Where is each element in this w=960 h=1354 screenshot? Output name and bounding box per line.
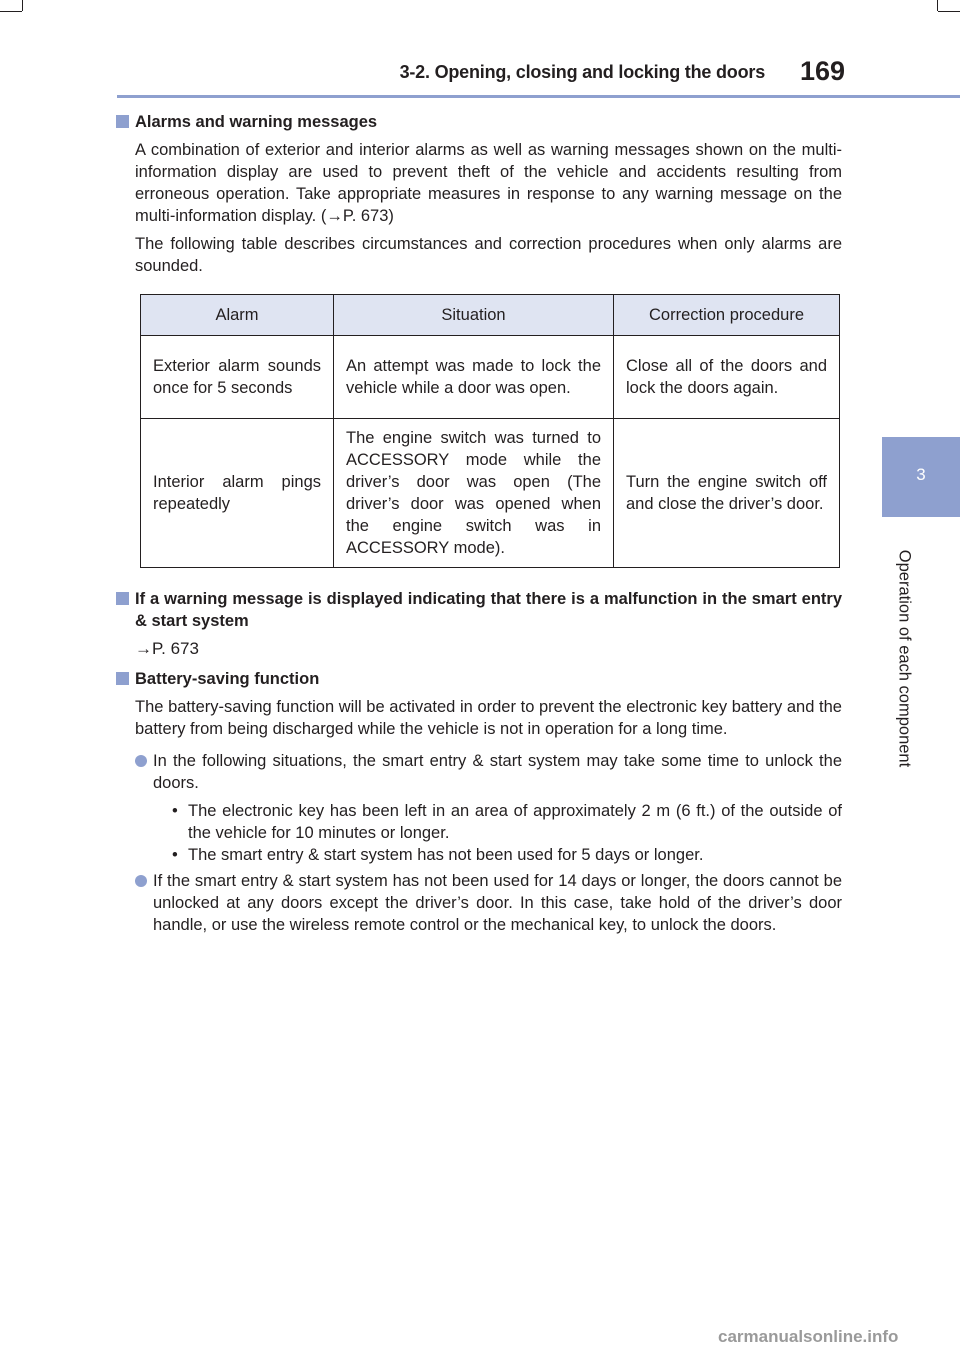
table-row bbox=[141, 336, 840, 419]
table-cell: Turn the engine switch off and close the driver’s door. bbox=[614, 419, 840, 568]
table-cell: Close all of the doors and lock the doors again. bbox=[614, 336, 840, 419]
chapter-number: 3 bbox=[916, 465, 926, 484]
sub-bullet-marker: • bbox=[172, 846, 178, 864]
chapter-label bbox=[893, 535, 915, 785]
square-bullet-icon bbox=[116, 592, 129, 605]
page-number: 169 bbox=[800, 56, 846, 86]
page-content bbox=[116, 111, 842, 940]
watermark: carmanualsonline.info bbox=[718, 1327, 899, 1346]
table-cell: The engine switch was turned to ACCESSORY mode while the driver’s door was open (The driver’s door was opened when the engine switch was in ACCESSORY mode). bbox=[334, 419, 614, 568]
table-cell: Exterior alarm sounds once for 5 seconds bbox=[141, 336, 334, 419]
chapter-title: Operation of each component bbox=[895, 549, 914, 768]
sub-item-1 bbox=[172, 800, 842, 844]
header-rule bbox=[117, 95, 960, 98]
table-header-correction: Correction procedure bbox=[614, 295, 840, 336]
table-header-alarm: Alarm bbox=[141, 295, 334, 336]
crop-mark-tr-h bbox=[938, 11, 960, 12]
round-bullet-icon bbox=[135, 755, 147, 767]
battery-paragraph: The battery-saving function will be activated in order to prevent the electronic key battery and the battery from being discharged while the vehicle is not in operation for a long time. bbox=[135, 698, 842, 738]
sub-item-2-text: The smart entry & start system has not been used for 5 days or longer. bbox=[188, 846, 704, 864]
bullet-2-text: If the smart entry & start system has not been used for 14 days or longer, the doors cannot be unlocked at any doors except the driver’s door. In this case, take hold of the driver’s door handle, or use the wireless remote control or the mechanical key, to unlock the doors. bbox=[153, 872, 842, 934]
sub-item-2 bbox=[172, 844, 842, 866]
table-cell: An attempt was made to lock the vehicle while a door was open. bbox=[334, 336, 614, 419]
crop-mark-tl-h bbox=[0, 11, 22, 12]
table-header-row bbox=[141, 295, 840, 336]
malfunction-heading-text: If a warning message is displayed indicating that there is a malfunction in the smart entry & start system bbox=[135, 590, 842, 630]
square-bullet-icon bbox=[116, 672, 129, 685]
alarms-paragraph-2: The following table describes circumstances and correction procedures when only alarms are sounded. bbox=[135, 235, 842, 275]
table-header-situation: Situation bbox=[334, 295, 614, 336]
table-cell: Interior alarm pings repeatedly bbox=[141, 419, 334, 568]
crop-mark-tr-v bbox=[937, 0, 938, 11]
section-title: 3-2. Opening, closing and locking the doors bbox=[399, 62, 765, 82]
bullet-1-text: In the following situations, the smart entry & start system may take some time to unlock the doors. bbox=[153, 752, 842, 792]
battery-bullet-1 bbox=[135, 750, 842, 794]
alarms-paragraph-1: A combination of exterior and interior alarms as well as warning messages shown on the multi-information display are used to prevent theft of the vehicle and accidents resulting from erroneous operation. Take appropriate measures in response to any warning message on the multi-information display. (→P. 673) bbox=[135, 141, 842, 225]
malfunction-reference: →P. 673 bbox=[135, 639, 199, 658]
sub-item-1-text: The electronic key has been left in an area of approximately 2 m (6 ft.) of the outside of the vehicle for 10 minutes or longer. bbox=[188, 802, 842, 842]
malfunction-heading bbox=[116, 588, 842, 632]
crop-mark-tl-v bbox=[22, 0, 23, 11]
battery-heading-text: Battery-saving function bbox=[135, 670, 320, 688]
alarm-table bbox=[140, 294, 840, 568]
battery-heading bbox=[116, 668, 842, 690]
square-bullet-icon bbox=[116, 115, 129, 128]
alarms-heading bbox=[116, 111, 842, 133]
round-bullet-icon bbox=[135, 875, 147, 887]
battery-bullet-2 bbox=[135, 870, 842, 936]
table-row bbox=[141, 419, 840, 568]
chapter-tab bbox=[882, 437, 960, 517]
alarms-heading-text: Alarms and warning messages bbox=[135, 113, 378, 131]
sub-bullet-marker: • bbox=[172, 802, 178, 820]
